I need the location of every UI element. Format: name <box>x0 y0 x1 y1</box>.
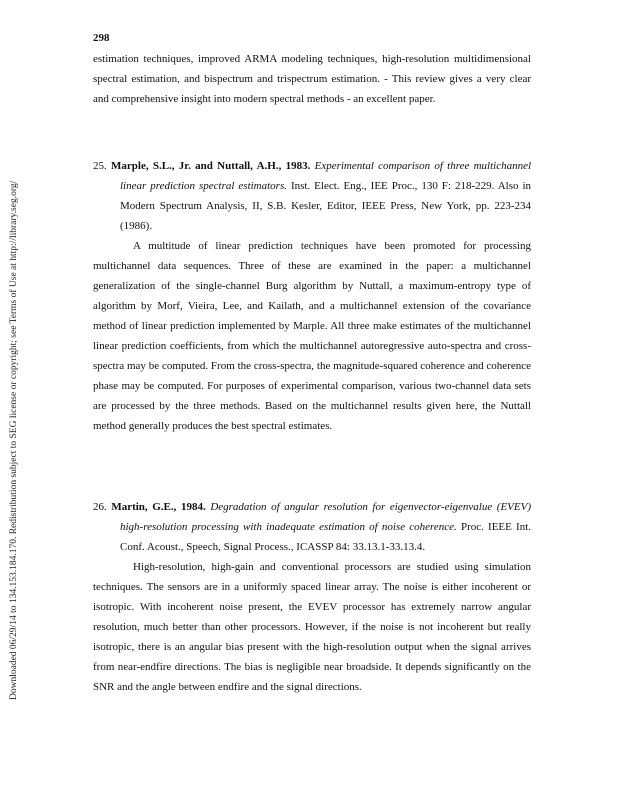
reference-authors: Martin, G.E., 1984. <box>111 501 206 513</box>
reference-authors: Marple, S.L., Jr. and Nuttall, A.H., 1983. <box>111 160 311 172</box>
continuation-paragraph: estimation techniques, improved ARMA modeling techniques, high-resolution multidimensional spectral estimation, and bispectrum and trispectrum estimation. - This review gives a very clear and comprehensive insight into modern spectral methods - an excellent paper. <box>93 53 531 105</box>
reference-entry-26 <box>93 497 531 697</box>
reference-title: Experimental comparison of three multichannel linear prediction spectral estimators. <box>120 160 532 192</box>
reference-citation <box>93 497 531 557</box>
reference-title: Degradation of angular resolution for eigenvector-eigenvalue (EVEV) high-resolution processing with inadequate estimation of noise coherence. <box>120 501 532 533</box>
reference-source: Proc. IEEE Int. Conf. Acoust., Speech, Signal Process., ICASSP 84: 33.13.1-33.13.4. <box>120 521 531 553</box>
reference-number: 25. <box>93 160 107 172</box>
reference-number: 26. <box>93 501 107 513</box>
reference-abstract: High-resolution, high-gain and conventional processors are studied using simulation techniques. The sensors are in a uniformly spaced linear array. The noise is either incoherent or isotropic. With incoherent noise present, the EVEV processor has extremely narrow angular resolution, much better than other processors. However, if the noise is not incoherent but really isotropic, there is an angular bias present with the high-resolution output when the signal arrives from near-endfire directions. The bias is negligible near broadside. It depends significantly on the SNR and the angle between endfire and the signal directions. <box>93 561 531 693</box>
reference-source: Inst. Elect. Eng., IEE Proc., 130 F: 218-229. Also in Modern Spectrum Analysis, II, S.B. Kesler, Editor, IEEE Press, New York, pp. 223-234 (1986). <box>120 180 532 232</box>
reference-entry-25 <box>93 156 531 436</box>
page-number: 298 <box>93 32 110 44</box>
reference-abstract: A multitude of linear prediction techniques have been promoted for processing multichannel data sequences. Three of these are examined in the paper: a multichannel generalization of the single-channel Burg algorithm by Nuttall, a maximum-entropy type of algorithm by Morf, Vieira, Lee, and Kailath, and a multichannel extension of the covariance method of linear prediction implemented by Marple. All three make estimates of the multichannel linear prediction coefficients, from which the multichannel autoregressive auto-spectra and cross-spectra may be computed. From the cross-spectra, the magnitude-squared coherence and coherence phase may be computed. For purposes of experimental comparison, various two-channel data sets are processed by the three methods. Based on the multichannel results given here, the Nuttall method generally produces the best spectral estimates. <box>93 240 531 432</box>
download-notice: Downloaded 06/29/14 to 134.153.184.170. Redistribution subject to SEG license or copyright; see Terms of Use at http://library.seg.org/ <box>9 180 19 700</box>
reference-citation <box>93 156 531 236</box>
